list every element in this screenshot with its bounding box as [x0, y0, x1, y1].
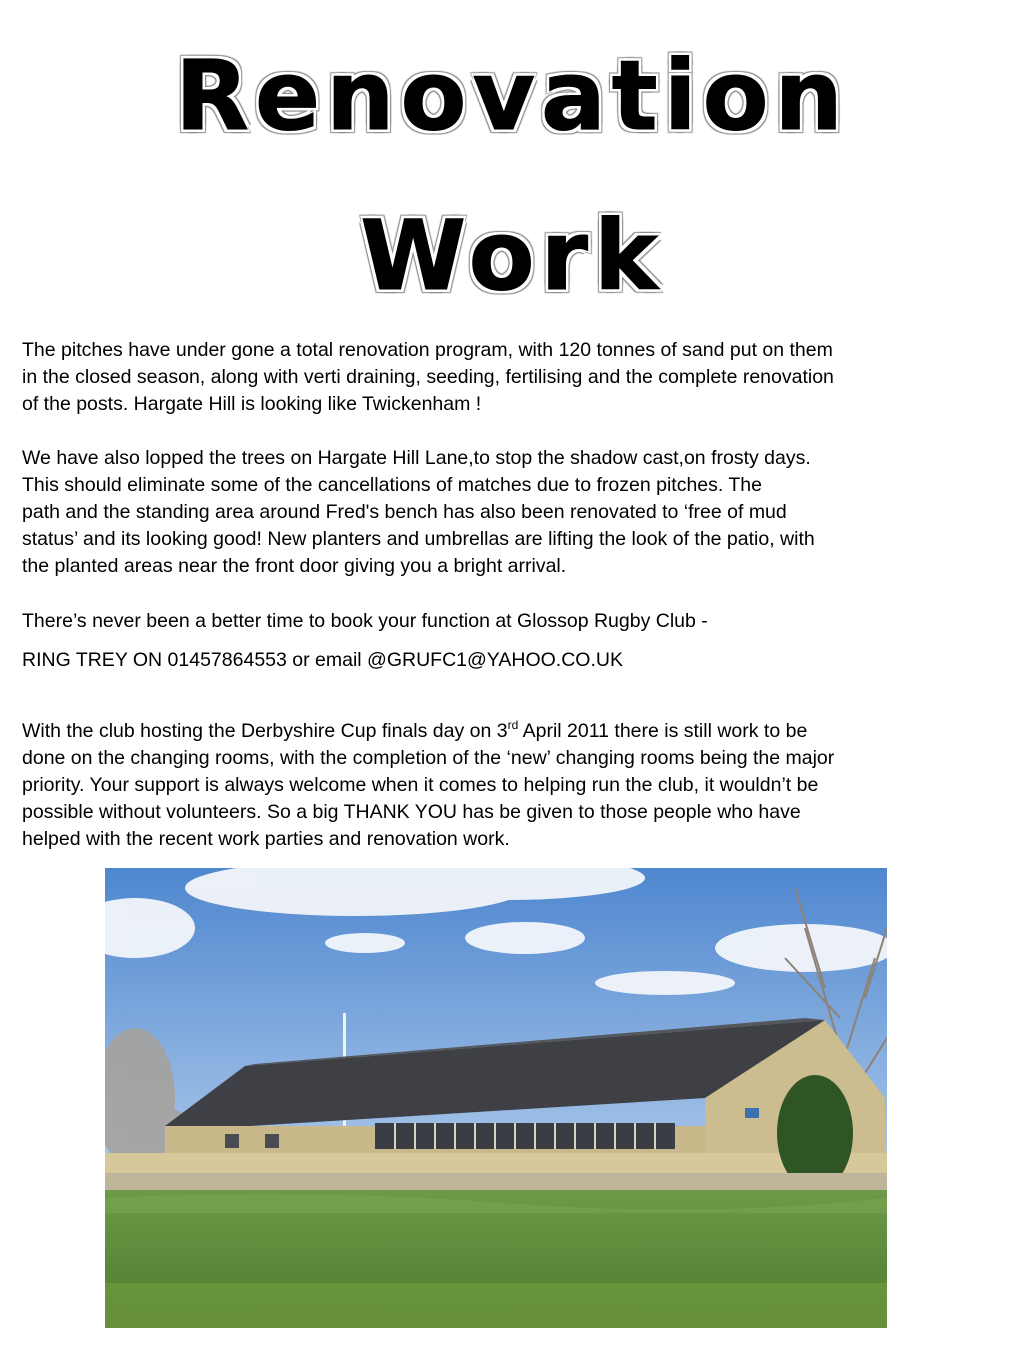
low-wall: [105, 1153, 887, 1175]
clubhouse-illustration: [105, 868, 887, 1328]
page-title-line-2: Work: [360, 200, 664, 312]
text-fragment: April 2011 there is still work to be: [518, 720, 808, 742]
text-line: helped with the recent work parties and renovation work.: [22, 828, 510, 850]
text-line: [22, 718, 1007, 745]
text-line: done on the changing rooms, with the completion of the ‘new’ changing rooms being the major: [22, 747, 835, 769]
text-line: status’ and its looking good! New planters and umbrellas are lifting the look of the patio, with: [22, 528, 815, 550]
paragraph-trees-and-patio: [22, 445, 1007, 580]
page-title-line-1: Renovation: [175, 40, 849, 152]
text-line: path and the standing area around Fred's bench has also been renovated to ‘free of mud: [22, 501, 787, 523]
text-line: priority. Your support is always welcome when it comes to helping run the club, it wouldn’t be: [22, 774, 819, 796]
paragraph-derbyshire-cup: [22, 718, 1007, 853]
text-fragment: With the club hosting the Derbyshire Cup finals day on 3: [22, 720, 508, 742]
text-line: The pitches have under gone a total renovation program, with 120 tonnes of sand put on them: [22, 339, 833, 361]
text-line: We have also lopped the trees on Hargate Hill Lane,to stop the shadow cast,on frosty days.: [22, 447, 811, 469]
paragraph-pitch-renovation: [22, 337, 1007, 418]
text-line: in the closed season, along with verti draining, seeding, fertilising and the complete renovation: [22, 366, 834, 388]
clubhouse-photo: [105, 868, 887, 1328]
ordinal-suffix: rd: [507, 718, 519, 732]
windows: [375, 1123, 675, 1149]
paragraph-book-function: There’s never been a better time to book your function at Glossop Rugby Club -: [22, 610, 708, 632]
text-line: This should eliminate some of the cancellations of matches due to frozen pitches. The: [22, 474, 762, 496]
text-line: the planted areas near the front door giving you a bright arrival.: [22, 555, 567, 577]
contact-line: RING TREY ON 01457864553 or email @GRUFC1@YAHOO.CO.UK: [22, 649, 623, 671]
text-line: possible without volunteers. So a big THANK YOU has be given to those people who have: [22, 801, 801, 823]
text-line: of the posts. Hargate Hill is looking like Twickenham !: [22, 393, 482, 415]
